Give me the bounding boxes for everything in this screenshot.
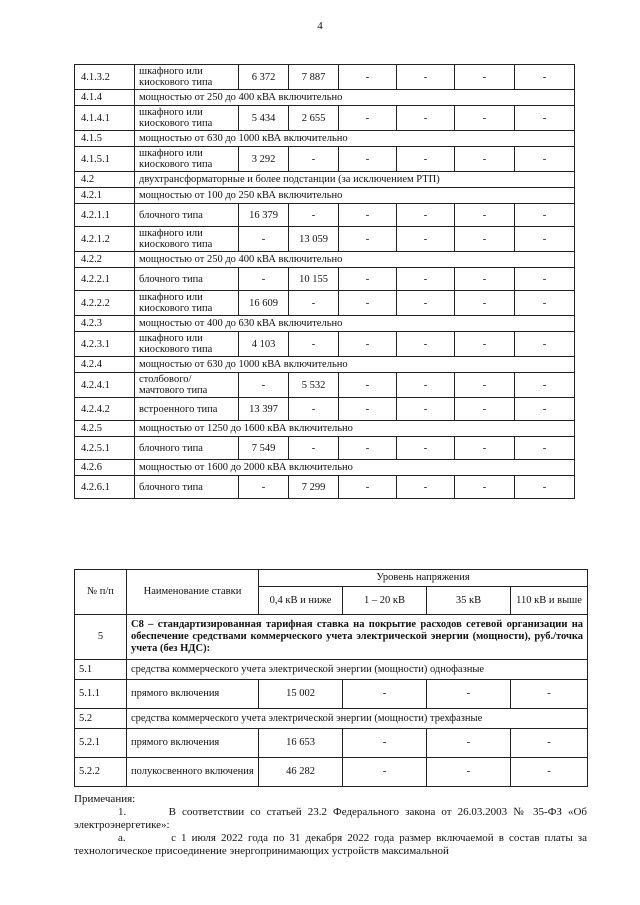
row-value: 7 549 — [239, 437, 289, 460]
row-name: прямого включения — [127, 680, 259, 709]
row-value: - — [397, 437, 455, 460]
row-value: - — [427, 680, 511, 709]
row-value: - — [455, 227, 515, 252]
row-value: - — [515, 476, 575, 499]
row-value: - — [397, 398, 455, 421]
row-section-title: мощностью от 1250 до 1600 кВА включительно — [135, 421, 575, 437]
row-number: 5.2 — [75, 709, 127, 729]
header-level: 35 кВ — [427, 587, 511, 615]
row-section-title: мощностью от 250 до 400 кВА включительно — [135, 252, 575, 268]
row-value: - — [397, 147, 455, 172]
row-number: 5.2.1 — [75, 729, 127, 758]
row-value: - — [339, 291, 397, 316]
row-value: 13 397 — [239, 398, 289, 421]
row-value: 10 155 — [289, 268, 339, 291]
tariff-table-5 — [74, 569, 588, 787]
row-value: - — [339, 227, 397, 252]
row-value: - — [515, 398, 575, 421]
table-row — [75, 291, 575, 316]
row-number: 4.2.3.1 — [75, 332, 135, 357]
row-value: - — [455, 476, 515, 499]
table-row — [75, 147, 575, 172]
table-row — [75, 131, 575, 147]
header-name: Наименование ставки — [127, 570, 259, 615]
row-section-title: мощностью от 1600 до 2000 кВА включительно — [135, 460, 575, 476]
row-number: 5 — [75, 615, 127, 660]
table-row — [75, 252, 575, 268]
row-number: 4.2.4.2 — [75, 398, 135, 421]
table-row — [75, 437, 575, 460]
row-number: 4.2.5 — [75, 421, 135, 437]
row-value: - — [455, 106, 515, 131]
table-row — [75, 227, 575, 252]
table-row — [75, 357, 575, 373]
row-value: - — [511, 758, 588, 787]
row-number: 4.1.5 — [75, 131, 135, 147]
row-number: 4.1.3.2 — [75, 65, 135, 90]
table-row — [75, 660, 588, 680]
row-name: блочного типа — [135, 476, 239, 499]
row-value: - — [239, 373, 289, 398]
row-value: - — [427, 729, 511, 758]
row-value: - — [455, 332, 515, 357]
tariff-table-4 — [74, 64, 575, 499]
row-value: - — [455, 398, 515, 421]
row-number: 5.1.1 — [75, 680, 127, 709]
row-section-title: мощностью от 250 до 400 кВА включительно — [135, 90, 575, 106]
row-value: - — [239, 268, 289, 291]
header-num: № п/п — [75, 570, 127, 615]
table-row — [75, 709, 588, 729]
row-value: - — [515, 373, 575, 398]
row-value: - — [339, 147, 397, 172]
row-value: - — [397, 332, 455, 357]
row-number: 4.2.1.1 — [75, 204, 135, 227]
row-number: 4.2.1.2 — [75, 227, 135, 252]
header-level: 110 кВ и выше — [511, 587, 588, 615]
row-value: 16 609 — [239, 291, 289, 316]
row-name: шкафного или киоскового типа — [135, 106, 239, 131]
row-number: 4.2.4 — [75, 357, 135, 373]
row-section-title: мощностью от 100 до 250 кВА включительно — [135, 188, 575, 204]
row-name: шкафного или киоскового типа — [135, 227, 239, 252]
note-a — [74, 832, 587, 858]
note-1-num: 1. — [118, 806, 127, 818]
row-value: - — [511, 729, 588, 758]
row-name: встроенного типа — [135, 398, 239, 421]
row-value: - — [339, 204, 397, 227]
row-value: 15 002 — [259, 680, 343, 709]
row-number: 4.2.6.1 — [75, 476, 135, 499]
notes-title: Примечания: — [74, 793, 136, 805]
row-name: шкафного или киоскового типа — [135, 291, 239, 316]
row-value: 7 299 — [289, 476, 339, 499]
row-value: - — [397, 476, 455, 499]
row-name: блочного типа — [135, 204, 239, 227]
row-section-title: мощностью от 630 до 1000 кВА включительно — [135, 131, 575, 147]
row-value: - — [397, 106, 455, 131]
row-number: 4.2.3 — [75, 316, 135, 332]
row-value: 13 059 — [289, 227, 339, 252]
table-row — [75, 680, 588, 709]
table-row — [75, 615, 588, 660]
row-name: блочного типа — [135, 437, 239, 460]
row-section-title: мощностью от 400 до 630 кВА включительно — [135, 316, 575, 332]
row-value: 3 292 — [239, 147, 289, 172]
table-row — [75, 421, 575, 437]
table-row — [75, 188, 575, 204]
row-number: 4.1.4.1 — [75, 106, 135, 131]
row-value: - — [239, 476, 289, 499]
row-number: 5.1 — [75, 660, 127, 680]
row-value: 2 655 — [289, 106, 339, 131]
table-row — [75, 373, 575, 398]
row-number: 4.1.5.1 — [75, 147, 135, 172]
row-value: - — [511, 680, 588, 709]
row-value: - — [343, 758, 427, 787]
row-value: - — [339, 65, 397, 90]
row-value: - — [339, 476, 397, 499]
table-row — [75, 172, 575, 188]
row-section-title: средства коммерческого учета электрической энергии (мощности) трехфазные — [127, 709, 588, 729]
row-value: - — [515, 65, 575, 90]
row-value: - — [397, 204, 455, 227]
row-value: 46 282 — [259, 758, 343, 787]
row-number: 4.2.2 — [75, 252, 135, 268]
row-value: - — [289, 147, 339, 172]
row-value: 5 434 — [239, 106, 289, 131]
table-row — [75, 729, 588, 758]
note-1-text: В соответствии со статьей 23.2 Федерального закона от 26.03.2003 № 35-ФЗ «Об электроэнергетике»: — [74, 806, 588, 831]
row-value: - — [289, 204, 339, 227]
row-value: - — [515, 437, 575, 460]
table-row — [75, 332, 575, 357]
row-value: - — [339, 373, 397, 398]
row-value: - — [455, 147, 515, 172]
row-number: 4.2.2.1 — [75, 268, 135, 291]
row-rate-title: С8 – стандартизированная тарифная ставка на покрытие расходов сетевой организации на обеспечение средствами коммерческого учета электрической энергии (мощности), руб./точка учета (без НДС): — [127, 615, 588, 660]
table-row — [75, 758, 588, 787]
row-value: - — [397, 65, 455, 90]
table-row — [75, 204, 575, 227]
row-value: - — [289, 437, 339, 460]
row-name: столбового/ мачтового типа — [135, 373, 239, 398]
row-value: - — [339, 106, 397, 131]
table-row — [75, 90, 575, 106]
row-value: - — [239, 227, 289, 252]
row-name: прямого включения — [127, 729, 259, 758]
table-row — [75, 316, 575, 332]
row-number: 4.1.4 — [75, 90, 135, 106]
row-value: - — [455, 291, 515, 316]
row-value: - — [339, 332, 397, 357]
row-number: 4.2.6 — [75, 460, 135, 476]
row-value: - — [427, 758, 511, 787]
table-row — [75, 476, 575, 499]
row-value: 6 372 — [239, 65, 289, 90]
row-value: - — [455, 204, 515, 227]
page-number: 4 — [317, 20, 323, 32]
row-value: - — [289, 398, 339, 421]
row-value: - — [455, 373, 515, 398]
row-value: - — [343, 680, 427, 709]
row-value: - — [339, 398, 397, 421]
row-value: - — [515, 227, 575, 252]
note-1 — [74, 806, 587, 832]
row-value: - — [397, 291, 455, 316]
table-row — [75, 398, 575, 421]
row-name: шкафного или киоскового типа — [135, 147, 239, 172]
row-value: - — [397, 268, 455, 291]
row-value: - — [397, 227, 455, 252]
row-name: шкафного или киоскового типа — [135, 65, 239, 90]
row-name: шкафного или киоскового типа — [135, 332, 239, 357]
table-row — [75, 65, 575, 90]
row-value: - — [289, 291, 339, 316]
row-value: - — [515, 268, 575, 291]
header-level: 1 – 20 кВ — [343, 587, 427, 615]
row-number: 4.2.2.2 — [75, 291, 135, 316]
row-value: - — [455, 268, 515, 291]
note-a-text: с 1 июля 2022 года по 31 декабря 2022 года размер включаемой в состав платы за технологическое присоединение энергопринимающих устройств максимальной — [74, 832, 588, 857]
row-value: - — [289, 332, 339, 357]
row-value: 4 103 — [239, 332, 289, 357]
row-section-title: двухтрансформаторные и более подстанции (за исключением РТП) — [135, 172, 575, 188]
row-number: 4.2.4.1 — [75, 373, 135, 398]
row-value: - — [455, 437, 515, 460]
row-section-title: средства коммерческого учета электрической энергии (мощности) однофазные — [127, 660, 588, 680]
row-name: полукосвенного включения — [127, 758, 259, 787]
row-section-title: мощностью от 630 до 1000 кВА включительно — [135, 357, 575, 373]
row-name: блочного типа — [135, 268, 239, 291]
notes — [74, 793, 587, 858]
header-voltage-group: Уровень напряжения — [259, 570, 588, 587]
row-value: - — [515, 204, 575, 227]
row-number: 4.2.5.1 — [75, 437, 135, 460]
row-number: 5.2.2 — [75, 758, 127, 787]
row-number: 4.2 — [75, 172, 135, 188]
table-row — [75, 460, 575, 476]
row-value: - — [339, 268, 397, 291]
row-value: - — [343, 729, 427, 758]
row-value: - — [455, 65, 515, 90]
row-value: 5 532 — [289, 373, 339, 398]
row-value: - — [515, 332, 575, 357]
row-number: 4.2.1 — [75, 188, 135, 204]
row-value: 16 653 — [259, 729, 343, 758]
row-value: 7 887 — [289, 65, 339, 90]
row-value: - — [515, 291, 575, 316]
row-value: - — [339, 437, 397, 460]
note-a-num: а. — [118, 832, 126, 844]
row-value: 16 379 — [239, 204, 289, 227]
table-row — [75, 106, 575, 131]
header-level: 0,4 кВ и ниже — [259, 587, 343, 615]
row-value: - — [515, 106, 575, 131]
row-value: - — [397, 373, 455, 398]
row-value: - — [515, 147, 575, 172]
table-row — [75, 268, 575, 291]
